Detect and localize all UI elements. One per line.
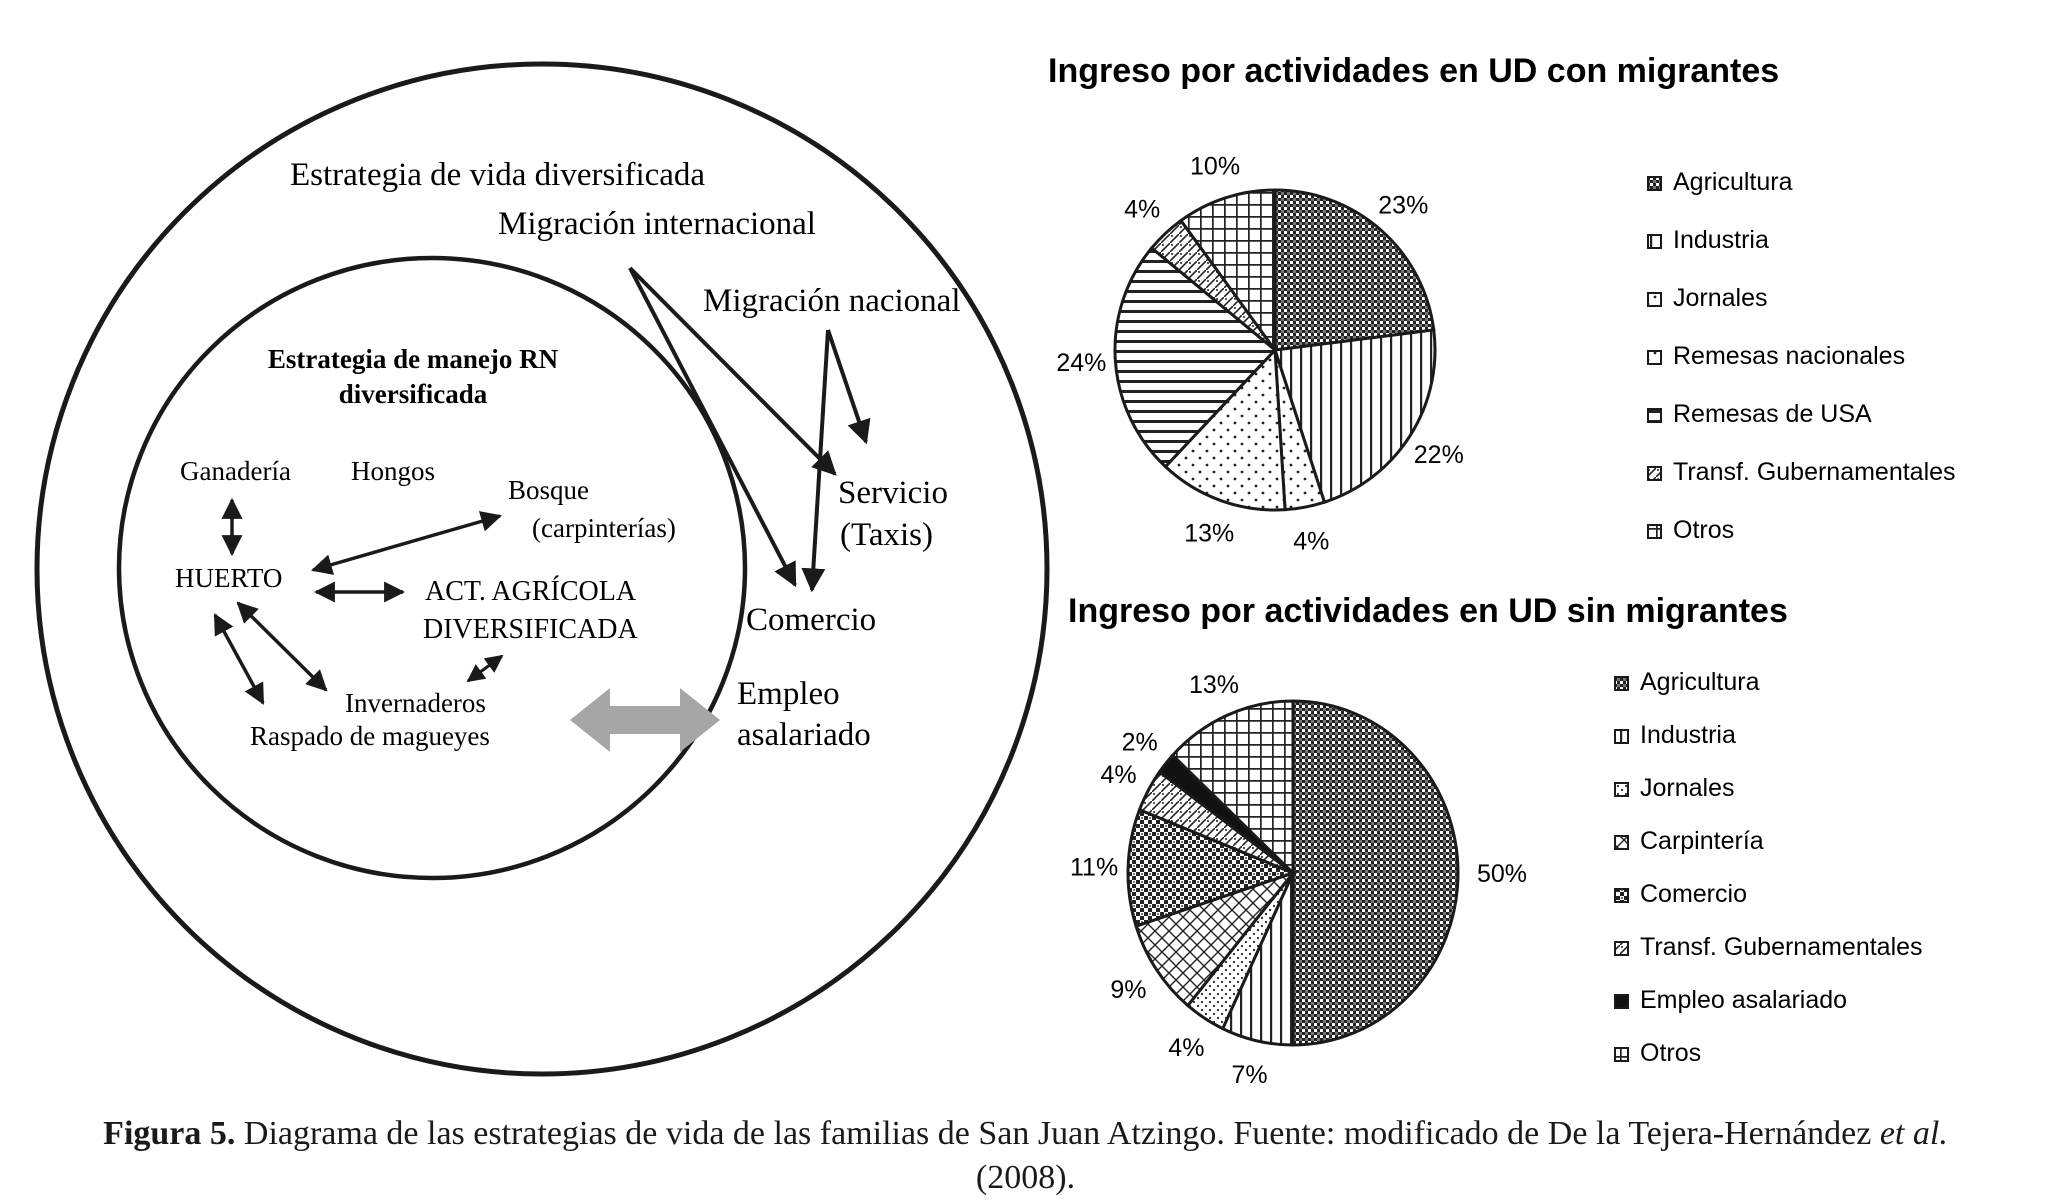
caption-label: Figura 5. xyxy=(103,1115,236,1152)
gray-double-arrow xyxy=(570,688,720,752)
act-agricola-label-1: ACT. AGRÍCOLA xyxy=(425,576,637,607)
arrow-huerto-invernaderos xyxy=(238,603,326,690)
outer-strategy-label: Estrategia de vida diversificada xyxy=(290,157,706,193)
comercio-label: Comercio xyxy=(746,602,877,638)
pie2-legend-agricultura: Agricultura xyxy=(1640,668,1760,696)
pie2-legend-empleo-asalariado: Empleo asalariado xyxy=(1640,986,1848,1014)
chart1-title: Ingreso por actividades en UD con migrantes xyxy=(1048,52,1780,90)
pie2-legend-comercio: Comercio xyxy=(1640,880,1747,908)
pie2-label-jornales: 4% xyxy=(1168,1033,1205,1062)
ganaderia-label: Ganadería xyxy=(180,456,291,486)
empleo-label-1: Empleo xyxy=(737,676,840,712)
huerto-label: HUERTO xyxy=(175,563,283,593)
pie2-slice-agricultura xyxy=(1293,701,1458,1045)
carpinterias-label: (carpinterías) xyxy=(532,513,676,543)
pie2-legend-swatch-transf-gubernamentales xyxy=(1615,942,1628,955)
pie2-slices xyxy=(1128,701,1458,1045)
pie1-legend-swatch-jornales xyxy=(1648,293,1661,306)
pie2-label-empleo-asalariado: 2% xyxy=(1121,728,1158,757)
arrow-huerto-bosque xyxy=(313,516,500,570)
pie2-legend-swatch-carpinteria xyxy=(1615,836,1628,849)
pie1-label-otros: 10% xyxy=(1190,152,1241,181)
pie-chart-with-migrants xyxy=(1048,52,1956,556)
pie1-legend-transf-gubernamentales: Transf. Gubernamentales xyxy=(1673,458,1956,486)
caption-etal: et al. xyxy=(1879,1115,1948,1152)
pie1-legend-jornales: Jornales xyxy=(1673,284,1768,312)
pie2-label-industria: 7% xyxy=(1231,1061,1268,1090)
pie2-legend-transf-gubernamentales: Transf. Gubernamentales xyxy=(1640,933,1923,961)
pie2-legend-industria: Industria xyxy=(1640,721,1736,749)
pie2-legend-swatch-industria xyxy=(1615,730,1628,743)
inner-strategy-label-2: diversificada xyxy=(338,379,488,409)
pie-chart-without-migrants xyxy=(1068,592,1923,1089)
pie1-legend-remesas-nacionales: Remesas nacionales xyxy=(1673,342,1906,370)
pie2-label-comercio: 11% xyxy=(1070,853,1119,882)
invernaderos-label: Invernaderos xyxy=(345,688,486,718)
pie1-legend-industria: Industria xyxy=(1673,226,1769,254)
caption-text: Diagrama de las estrategias de vida de las familias de San Juan Atzingo. Fuente: modificado de De la Tejera-Hernández xyxy=(235,1115,1880,1152)
empleo-label-2: asalariado xyxy=(737,717,871,753)
pie1-legend-swatch-agricultura xyxy=(1648,177,1661,190)
national-migration-label: Migración nacional xyxy=(703,283,961,319)
pie2-legend-swatch-comercio xyxy=(1615,889,1628,902)
pie1-legend-swatch-otros xyxy=(1648,525,1661,538)
taxis-label: (Taxis) xyxy=(840,517,933,553)
act-agricola-label-2: DIVERSIFICADA xyxy=(423,614,638,645)
bosque-label: Bosque xyxy=(508,475,589,505)
pie1-label-agricultura: 23% xyxy=(1378,191,1429,220)
pie1-legend xyxy=(1648,168,1956,544)
international-migration-label: Migración internacional xyxy=(498,206,816,242)
pie2-legend xyxy=(1615,668,1923,1067)
pie2-label-otros: 13% xyxy=(1188,670,1239,699)
caption-line-2: (2008). xyxy=(975,1159,1076,1196)
pie1-legend-remesas-de-usa: Remesas de USA xyxy=(1673,400,1872,428)
arrow-huerto-raspado xyxy=(215,615,263,703)
pie1-label-industria: 22% xyxy=(1413,440,1464,469)
pie2-legend-otros: Otros xyxy=(1640,1039,1702,1067)
pie1-legend-otros: Otros xyxy=(1673,516,1735,544)
pie2-legend-swatch-jornales xyxy=(1615,783,1628,796)
pie1-label-jornales: 4% xyxy=(1293,527,1330,556)
hongos-label: Hongos xyxy=(351,456,436,486)
arrow-agricola-invernaderos xyxy=(468,656,502,681)
pie2-legend-swatch-agricultura xyxy=(1615,677,1628,690)
pie2-legend-swatch-empleo-asalariado xyxy=(1615,995,1628,1008)
pie1-label-transf-gubernamentales: 4% xyxy=(1124,195,1161,224)
pie1-legend-agricultura: Agricultura xyxy=(1673,168,1793,196)
pie2-legend-carpinteria: Carpintería xyxy=(1640,827,1764,855)
figure-caption xyxy=(0,1112,2051,1200)
inner-strategy-label-1: Estrategia de manejo RN xyxy=(267,344,559,374)
pie1-legend-swatch-remesas-de-usa xyxy=(1648,409,1661,422)
chart2-title: Ingreso por actividades en UD sin migrantes xyxy=(1068,592,1788,630)
pie2-legend-jornales: Jornales xyxy=(1640,774,1735,802)
arrow-nacional-to-comercio xyxy=(812,330,828,590)
pie2-label-agricultura: 50% xyxy=(1476,860,1528,888)
pie1-slices xyxy=(1115,190,1435,510)
pie1-label-remesas-nacionales: 13% xyxy=(1184,519,1235,548)
pie2-label-carpinteria: 9% xyxy=(1110,975,1147,1004)
pie2-legend-swatch-otros xyxy=(1615,1048,1628,1061)
pie1-legend-swatch-industria xyxy=(1648,235,1661,248)
pie2-label-transf-gubernamentales: 4% xyxy=(1100,760,1137,789)
livelihood-diagram xyxy=(37,64,1047,1074)
servicio-label: Servicio xyxy=(838,475,948,511)
pie1-label-remesas-de-usa: 24% xyxy=(1056,349,1107,378)
pie1-legend-swatch-transf-gubernamentales xyxy=(1648,467,1661,480)
arrow-nacional-to-servicio xyxy=(828,330,866,442)
caption-line-1 xyxy=(0,1112,2051,1156)
raspado-label: Raspado de magueyes xyxy=(250,721,490,751)
pie1-legend-swatch-remesas-nacionales xyxy=(1648,351,1661,364)
